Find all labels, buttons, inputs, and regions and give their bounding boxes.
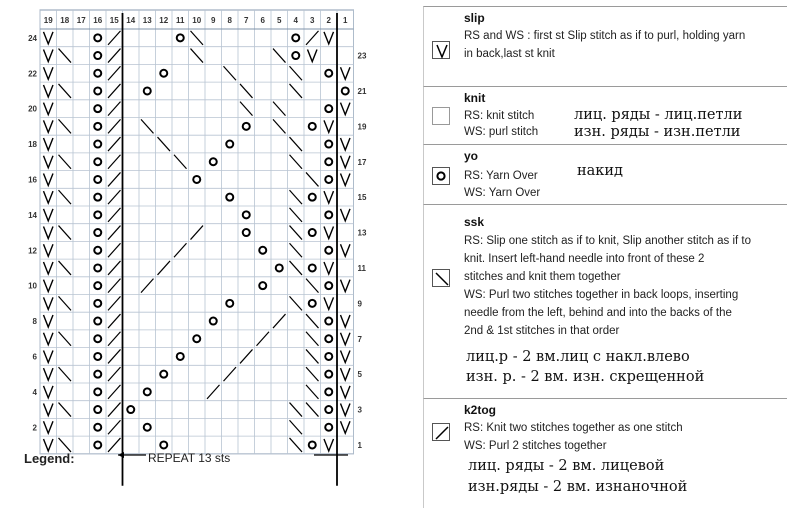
legend-text-line: WS: Purl 2 stitches together bbox=[464, 440, 607, 452]
row-number: 16 bbox=[28, 175, 37, 185]
row-number: 5 bbox=[357, 370, 362, 380]
legend-text-line: RS: Knit two stitches together as one stitch bbox=[464, 422, 683, 434]
row-number: 4 bbox=[32, 387, 37, 397]
legend-russian-note: лиц. ряды - 2 вм. лицевой bbox=[468, 458, 665, 474]
column-number: 15 bbox=[109, 16, 119, 25]
column-number: 13 bbox=[142, 16, 152, 25]
row-number: 20 bbox=[28, 104, 37, 114]
legend-russian-note: лиц. ряды - лиц.петли bbox=[574, 107, 743, 123]
column-number: 9 bbox=[211, 16, 216, 25]
column-number: 1 bbox=[343, 16, 348, 25]
legend-text-line: WS: purl stitch bbox=[464, 126, 539, 138]
row-number: 23 bbox=[357, 51, 367, 61]
legend-entry-slip bbox=[423, 6, 787, 86]
row-number: 2 bbox=[32, 423, 37, 433]
column-number: 16 bbox=[93, 16, 103, 25]
legend-text-line: RS: knit stitch bbox=[464, 110, 535, 122]
legend-russian-note: изн. ряды - изн.петли bbox=[574, 124, 741, 140]
legend-text-line: WS: Purl two stitches together in back loops, inserting bbox=[464, 289, 739, 301]
column-number: 3 bbox=[310, 16, 315, 25]
row-number: 15 bbox=[357, 193, 367, 203]
legend-russian-note: изн.ряды - 2 вм. изнаночной bbox=[468, 479, 688, 495]
legend-title-k2tog: k2tog bbox=[464, 403, 497, 417]
knit-blank-icon bbox=[432, 107, 450, 125]
legend-text-line: 2nd & 1st stitches in that order bbox=[464, 325, 620, 337]
legend-entry-k2tog bbox=[423, 398, 787, 508]
column-number: 10 bbox=[192, 16, 202, 25]
column-number: 19 bbox=[43, 16, 53, 25]
row-number: 21 bbox=[357, 86, 367, 96]
legend-text-line: RS: Yarn Over bbox=[464, 170, 538, 182]
column-number: 2 bbox=[326, 16, 331, 25]
k2tog-icon bbox=[432, 423, 450, 441]
row-number: 12 bbox=[28, 246, 37, 256]
column-number: 7 bbox=[244, 16, 249, 25]
repeat-label: REPEAT 13 sts bbox=[148, 451, 231, 465]
yarn-over-icon bbox=[432, 167, 450, 185]
row-number: 1 bbox=[357, 440, 362, 450]
row-number: 14 bbox=[28, 210, 37, 220]
row-number: 13 bbox=[357, 228, 367, 238]
legend-russian-note: изн. р. - 2 вм. изн. скрещенной bbox=[466, 369, 705, 385]
legend-russian-note: лиц.р - 2 вм.лиц с накл.влево bbox=[466, 349, 690, 365]
legend-text-line: needle from the left, behind and into the backs of the bbox=[464, 307, 732, 319]
legend-entry-ssk bbox=[423, 204, 787, 398]
row-number: 8 bbox=[32, 317, 37, 327]
column-number: 14 bbox=[126, 16, 136, 25]
legend-title-slip: slip bbox=[464, 11, 485, 25]
legend-entry-yo bbox=[423, 144, 787, 204]
slip-icon bbox=[432, 41, 450, 59]
row-number: 22 bbox=[28, 69, 37, 79]
legend-title-knit: knit bbox=[464, 91, 486, 105]
column-number: 17 bbox=[76, 16, 86, 25]
row-number: 17 bbox=[357, 157, 367, 167]
legend-text-line: knit. Insert left-hand needle into front of these 2 bbox=[464, 253, 705, 265]
legend-text-line: stitches and knit them together bbox=[464, 271, 621, 283]
legend-entry-knit bbox=[423, 86, 787, 144]
column-number: 8 bbox=[227, 16, 232, 25]
column-number: 18 bbox=[60, 16, 70, 25]
row-number: 19 bbox=[357, 122, 367, 132]
legend-title-yo: yo bbox=[464, 149, 479, 163]
row-number: 6 bbox=[32, 352, 37, 362]
column-number: 5 bbox=[277, 16, 282, 25]
row-number: 24 bbox=[28, 33, 37, 43]
row-number: 10 bbox=[28, 281, 37, 291]
legend-text-line: RS: Slip one stitch as if to knit, Slip another stitch as if to bbox=[464, 235, 751, 247]
row-number: 18 bbox=[28, 140, 37, 150]
row-number: 11 bbox=[357, 263, 366, 273]
legend-text-line: WS: Yarn Over bbox=[464, 187, 541, 199]
column-number: 12 bbox=[159, 16, 169, 25]
column-number: 6 bbox=[260, 16, 265, 25]
legend-title-ssk: ssk bbox=[464, 215, 485, 229]
row-number: 9 bbox=[357, 299, 362, 309]
row-number: 3 bbox=[357, 405, 362, 415]
column-number: 11 bbox=[176, 16, 185, 25]
row-number: 7 bbox=[357, 334, 362, 344]
legend-russian-note: накид bbox=[577, 163, 623, 179]
legend-label: Legend: bbox=[24, 451, 75, 466]
legend-text-line: RS and WS : first st Slip stitch as if to purl, holding yarn bbox=[464, 30, 746, 42]
column-number: 4 bbox=[293, 16, 298, 25]
legend-text-line: in back,last st knit bbox=[464, 48, 555, 60]
ssk-icon bbox=[432, 269, 450, 287]
